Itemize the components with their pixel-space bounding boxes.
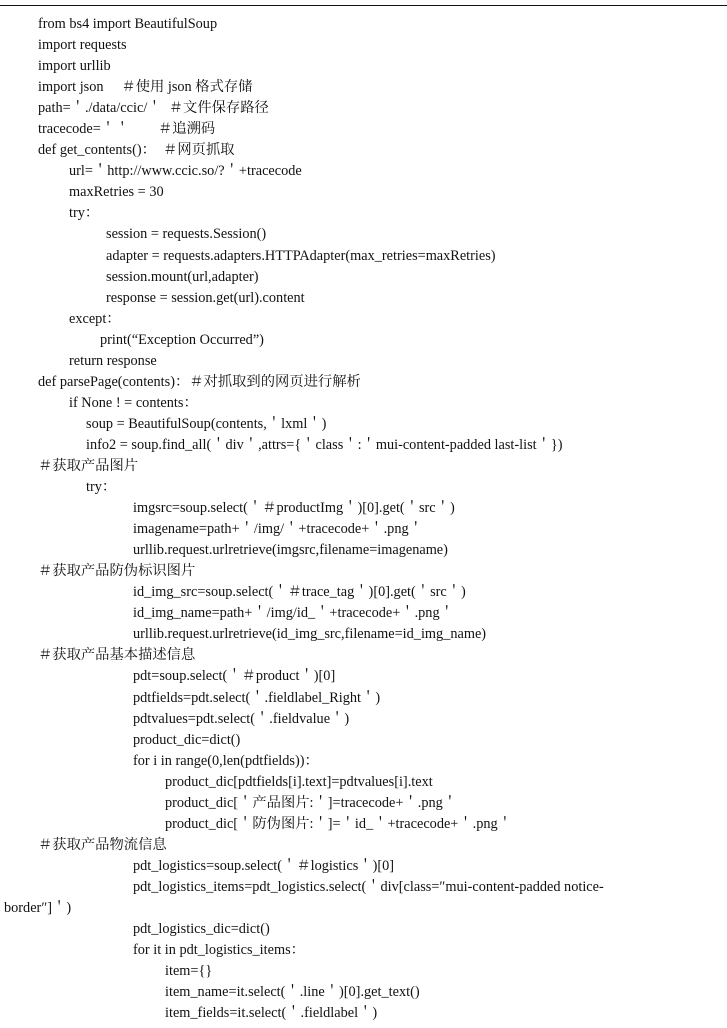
code-line: item_fields=it.select(＇.fieldlabel＇) <box>165 1005 378 1022</box>
code-line: item={} <box>165 963 213 980</box>
code-line: import json ＃使用 json 格式存储 <box>38 79 253 96</box>
code-line: path=＇./data/ccic/＇ ＃文件保存路径 <box>38 100 269 117</box>
code-listing <box>0 14 727 1024</box>
code-line: for i in range(0,len(pdtfields))： <box>133 752 319 769</box>
code-line: pdt_logistics=soup.select(＇＃logistics＇)[0] <box>133 857 395 874</box>
code-line-wrap: border″]＇) <box>4 899 72 916</box>
code-line: try： <box>69 205 100 222</box>
code-line: try： <box>86 479 117 496</box>
code-line: maxRetries = 30 <box>69 184 164 201</box>
code-line: url=＇http://www.ccic.so/?＇+tracecode <box>69 163 302 180</box>
code-comment: ＃获取产品基本描述信息 <box>38 647 196 664</box>
code-line: pdt_logistics_items=pdt_logistics.select(＇div[class=″mui-content-padded notice- <box>133 878 604 895</box>
code-line: id_img_name=path+＇/img/id_＇+tracecode+＇.png＇ <box>133 605 454 622</box>
code-line: for it in pdt_logistics_items： <box>133 942 305 959</box>
code-line: print(“Exception Occurred”) <box>100 331 264 348</box>
code-line: id_img_src=soup.select(＇＃trace_tag＇)[0].get(＇src＇) <box>133 584 466 601</box>
code-line: soup = BeautifulSoup(contents,＇lxml＇) <box>86 415 327 432</box>
code-line: if None ! = contents： <box>69 394 198 411</box>
code-line: urllib.request.urlretrieve(id_img_src,filename=id_img_name) <box>133 626 487 643</box>
code-line: tracecode=＇＇ ＃追溯码 <box>38 121 216 138</box>
code-line: except： <box>69 310 121 327</box>
top-rule <box>0 5 727 6</box>
code-line: from bs4 import BeautifulSoup <box>38 16 218 32</box>
code-line: product_dic[＇防伪图片:＇]=＇id_＇+tracecode+＇.png＇ <box>165 815 512 832</box>
code-line: def get_contents()： ＃网页抓取 <box>38 142 235 159</box>
code-line: import requests <box>38 37 127 54</box>
code-line: return response <box>69 352 157 369</box>
code-comment: ＃获取产品物流信息 <box>38 836 167 853</box>
code-line: adapter = requests.adapters.HTTPAdapter(max_retries=maxRetries) <box>106 247 496 264</box>
code-line: session = requests.Session() <box>106 226 267 243</box>
code-line: pdt=soup.select(＇＃product＇)[0] <box>133 668 336 685</box>
code-line: item_name=it.select(＇.line＇)[0].get_text() <box>165 984 420 1001</box>
code-line: pdt_logistics_dic=dict() <box>133 921 270 938</box>
code-line: info2 = soup.find_all(＇div＇,attrs={＇class＇:＇mui-content-padded last-list＇}) <box>86 436 563 453</box>
code-line: urllib.request.urlretrieve(imgsrc,filename=imagename) <box>133 542 448 559</box>
code-line: session.mount(url,adapter) <box>106 268 259 285</box>
code-line: product_dic[＇产品图片:＇]=tracecode+＇.png＇ <box>165 794 458 811</box>
code-line: product_dic=dict() <box>133 731 241 748</box>
code-line: import urllib <box>38 58 111 75</box>
code-line: response = session.get(url).content <box>106 289 305 306</box>
code-line: product_dic[pdtfields[i].text]=pdtvalues[i].text <box>165 773 433 790</box>
code-comment: ＃获取产品图片 <box>38 457 139 474</box>
code-comment: ＃获取产品防伪标识图片 <box>38 563 196 580</box>
code-line: pdtvalues=pdt.select(＇.fieldvalue＇) <box>133 710 350 727</box>
code-line: pdtfields=pdt.select(＇.fieldlabel_Right＇) <box>133 689 381 706</box>
code-line: imagename=path+＇/img/＇+tracecode+＇.png＇ <box>133 521 423 538</box>
code-line: def parsePage(contents)：＃对抓取到的网页进行解析 <box>38 373 361 390</box>
code-line: imgsrc=soup.select(＇＃productImg＇)[0].get(＇src＇) <box>133 500 455 517</box>
